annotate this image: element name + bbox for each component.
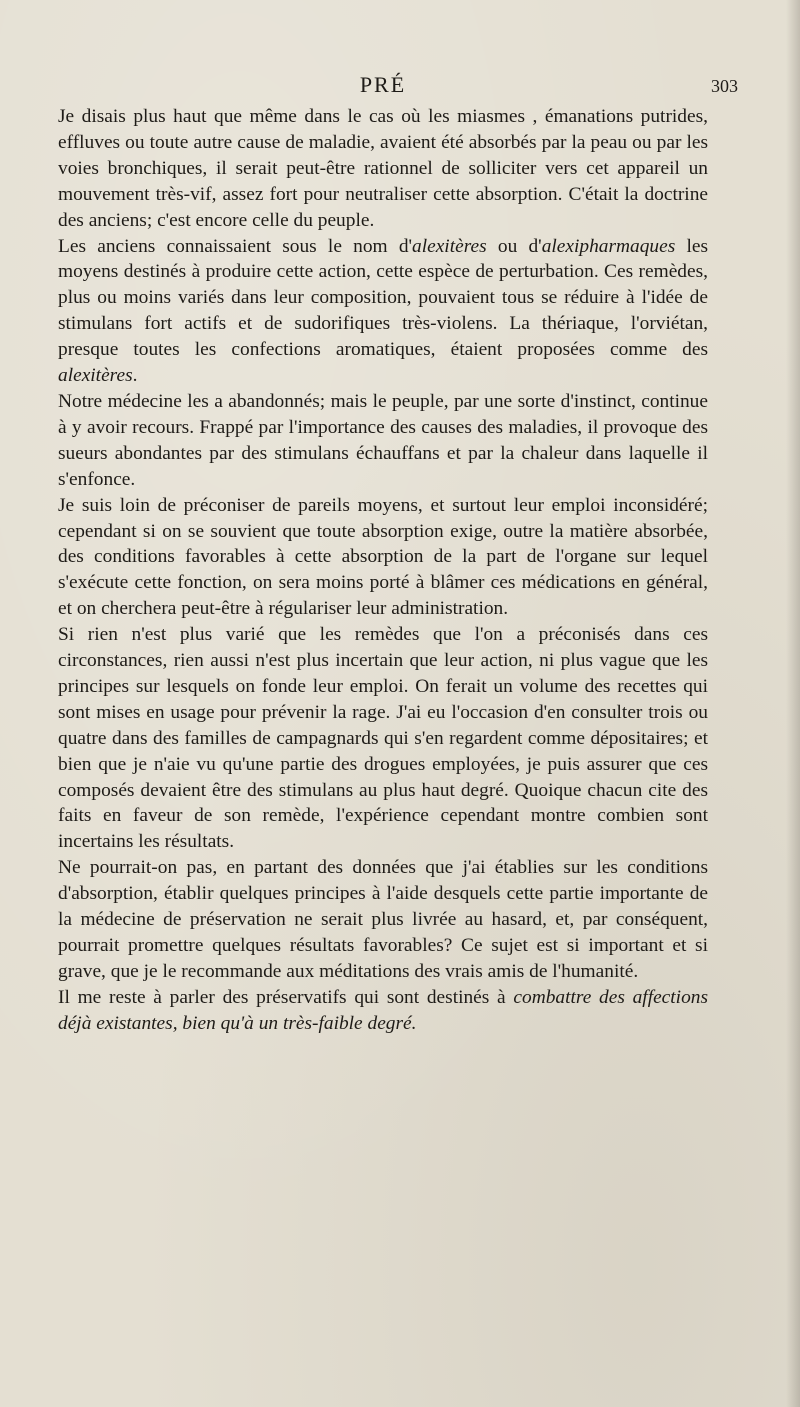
text-run: Je suis loin de préconiser de pareils moyens, et surtout leur emploi inconsidéré; cependant si on se souvient que toute absorption exige, outre la matière absorbée, des conditions favorables à cette absorption de la part de l'organe sur lequel s'exécute cette fonction, on sera moins porté à blâmer ces médications en général, et on cherchera peut-être à régulariser leur administration. [58, 494, 708, 620]
text-run: Ne pourrait-on pas, en partant des données que j'ai établies sur les conditions d'absorption, établir quelques principes à l'aide desquels cette partie importante de la médecine de préservation ne serait plus livrée au hasard, et, par conséquent, pourrait promettre quelques résultats favorables? Ce sujet est si important et si grave, que je le recommande aux méditations des vrais amis de l'humanité. [58, 857, 708, 982]
body-text [58, 104, 708, 1037]
paragraph [58, 234, 708, 389]
text-run: Si rien n'est plus varié que les remèdes que l'on a préconisés dans ces circonstances, rien aussi n'est plus incertain que leur action, ni plus vague que les principes sur lesquels on fonde leur emploi. On ferait un volume des recettes qui sont mises en usage pour prévenir la rage. J'ai eu l'occasion d'en consulter trois ou quatre dans des familles de campagnards qui s'en regardent comme dépositaires; et bien que je n'aie vu qu'une partie des drogues employées, je puis assurer que ces composés devaient être des stimulans au plus haut degré. Quoique chacun cite des faits en faveur de son remède, l'expérience cependant montre combien sont incertains les résultats. [58, 624, 708, 853]
text-run: . [132, 365, 138, 387]
italic-run: alexitères [58, 365, 133, 387]
italic-run: combattre des affections déjà existantes, bien qu'à un très-faible degré. [58, 986, 708, 1034]
page-number: 303 [711, 76, 738, 96]
paragraph [58, 493, 708, 623]
text-run: Je disais plus haut que même dans le cas où les miasmes , émanations putrides, effluves ou toute autre cause de maladie, avaient été absorbés par la peau ou par les voies bronchiques, il serait peut-être rationnel de solliciter vers cet appareil un mouvement très-vif, assez fort pour neutraliser cette absorption. C'était la doctrine des anciens; c'est encore celle du peuple. [58, 106, 708, 231]
text-run: les moyens destinés à produire cette action, cette espèce de perturbation. Ces remèdes, plus ou moins variés dans leur composition, pouvaient tous se réduire à l'idée de stimulans fort actifs et de sudorifiques très-violens. La thériaque, l'orviétan, presque toutes les confections aromatiques, étaient proposées comme des [58, 235, 709, 361]
paragraph [58, 622, 708, 855]
running-head: PRÉ [359, 72, 407, 97]
paragraph [58, 855, 708, 985]
paragraph [58, 104, 708, 234]
text-run: Il me reste à parler des préservatifs qui sont destinés à [58, 986, 514, 1008]
italic-run: alexipharmaques [541, 235, 676, 257]
text-run: ou d' [486, 235, 542, 257]
text-run: Les anciens connaissaient sous le nom d' [58, 235, 413, 257]
page-edge-shadow [786, 0, 800, 1407]
paragraph [58, 985, 708, 1037]
page-header [58, 70, 738, 104]
italic-run: alexitères [412, 235, 487, 257]
paragraph [58, 389, 708, 493]
text-run: Notre médecine les a abandonnés; mais le peuple, par une sorte d'instinct, continue à y avoir recours. Frappé par l'importance des causes des maladies, il provoque des sueurs abondantes par des stimulans échauffans et par la chaleur dans laquelle il s'enfonce. [58, 390, 708, 490]
